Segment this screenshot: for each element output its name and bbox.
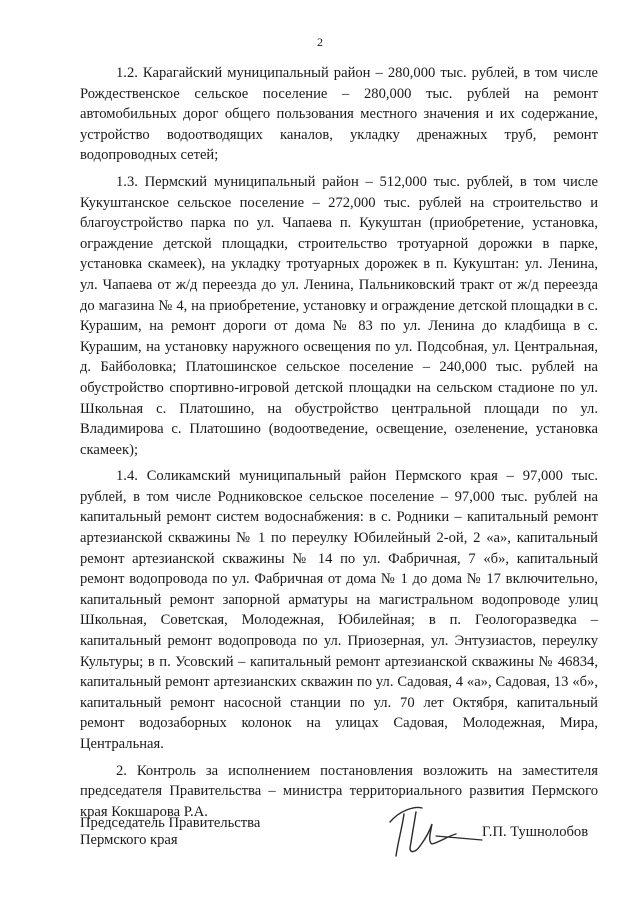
- signer-title: [80, 815, 260, 849]
- document-body: [80, 63, 598, 822]
- signer-title-line-2: Пермского края: [80, 832, 178, 848]
- signer-name: Г.П. Тушнолобов: [482, 824, 589, 840]
- page-number: 2: [317, 35, 323, 49]
- paragraph-1-2: 1.2. Карагайский муниципальный район – 280,000 тыс. рублей, в том числе Рождественское сельское поселение – 280,000 тыс. рублей на ремонт автомобильных дорог общего пользования местного значения и их содержание, устройство водоотводящих каналов, укладку дренажных труб, ремонт водопроводных сетей;: [80, 65, 598, 164]
- paragraph-1-4: 1.4. Соликамский муниципальный район Пермского края – 97,000 тыс. рублей, в том числе Родниковское сельское поселение – 97,000 тыс. рублей на капитальный ремонт систем водоснабжения: в с. Родники – капитальный ремонт артезианской скважины № 1 по переулку Юбилейный 2-ой, 2 «а», капитальный ремонт артезианской скважины № 14 по ул. Фабричная, 7 «б», капитальный ремонт водопровода по ул. Фабричная от дома № 1 до дома № 17 включительно, капитальный ремонт запорной арматуры на магистральном водопроводе улиц Школьная, Советская, Молодежная, Юбилейная; в п. Геологоразведка – капитальный ремонт водопровода по ул. Приозерная, ул. Энтузиастов, переулку Культуры; в п. Усовский – капитальный ремонт артезианской скважины № 46834, капитальный ремонт артезианских скважин по ул. Садовая, 4 «а», Садовая, 13 «б», капитальный ремонт насосной станции по ул. 70 лет Октября, капитальный ремонт водозаборных колонок на улицах Садовая, Молодежная, Мира, Центральная.: [80, 468, 598, 752]
- signer-title-line-1: Председатель Правительства: [80, 815, 261, 831]
- handwritten-signature: [370, 790, 500, 870]
- paragraph-2: 2. Контроль за исполнением постановления возложить на заместителя председателя Правительства – министра территориального развития Пермского края Кокшарова Р.А.: [80, 762, 598, 820]
- signature-block: [80, 815, 610, 875]
- paragraph-1-3: 1.3. Пермский муниципальный район – 512,000 тыс. рублей, в том числе Кукуштанское сельское поселение – 272,000 тыс. рублей на строительство и благоустройство парка по ул. Чапаева п. Кукуштан (приобретение, установка, ограждение детской площадки, строительство тротуарной дорожки в парке, установка скамеек), на укладку тротуарных дорожек в п. Кукуштан: ул. Ленина, ул. Чапаева от ж/д переезда до ул. Ленина, Пальниковский тракт от ж/д переезда до магазина № 4, на приобретение, установку и ограждение детской площадки в с. Курашим, на ремонт дороги от дома № 83 по ул. Ленина до кладбища в с. Курашим, на установку наружного освещения по ул. Подсобная, ул. Центральная, д. Байболовка; Платошинское сельское поселение – 240,000 тыс. рублей на обустройство спортивно-игровой детской площадки на сельском стадионе по ул. Школьная с. Платошино, на обустройство центральной площади по ул. Владимирова с. Платошино (водоотведение, освещение, озеленение, установка скамеек);: [80, 173, 598, 458]
